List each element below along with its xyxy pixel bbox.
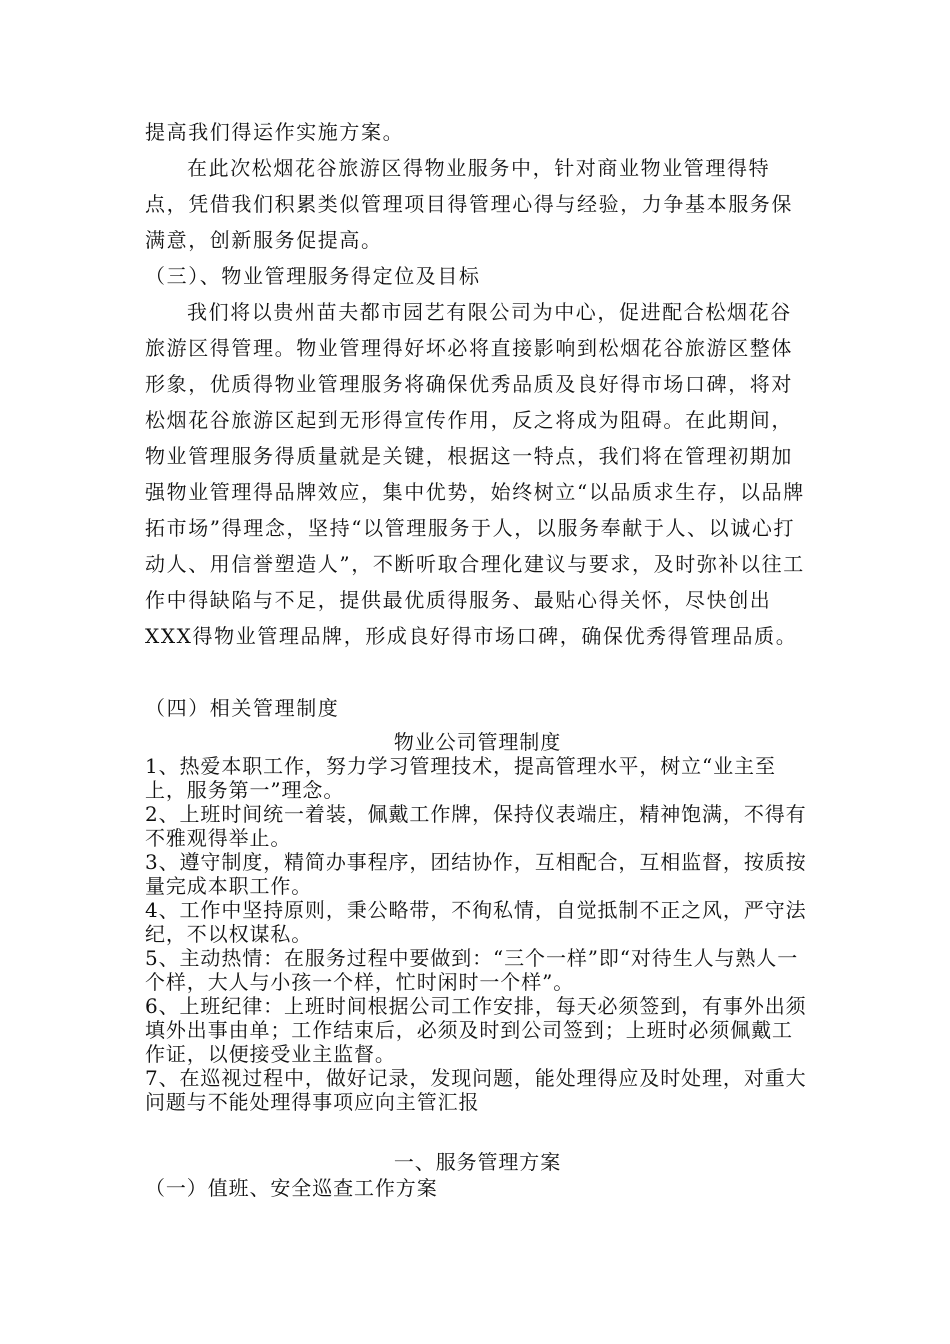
list-item: 2、上班时间统一着装，佩戴工作牌，保持仪表端庄，精神饱满，不得有不雅观得举止。	[145, 802, 807, 850]
paragraph-intro: 提高我们得运作实施方案。	[145, 120, 405, 144]
list-item: 1、热爱本职工作，努力学习管理技术，提高管理水平，树立“业主至上，服务第一”理念。	[145, 754, 776, 802]
list-item: 6、上班纪律：上班时间根据公司工作安排，每天必须签到，有事外出须填外出事由单；工作结束后，必须及时到公司签到；上班时必须佩戴工作证，以便接受业主监督。	[145, 994, 807, 1066]
list-item: 3、遵守制度，精简办事程序，团结协作，互相配合，互相监督，按质按量完成本职工作。	[145, 850, 807, 898]
section-heading-4: （四）相关管理制度	[145, 696, 340, 720]
regulation-list	[145, 754, 810, 1114]
list-item: 4、工作中坚持原则，秉公略带，不徇私情，自觉抵制不正之风，严守法纪，不以权谋私。	[145, 898, 807, 946]
paragraph-positioning: 我们将以贵州苗夫都市园艺有限公司为中心，促进配合松烟花谷旅游区得管理。物业管理得好坏必将直接影响到松烟花谷旅游区整体形象，优质得物业管理服务将确保优秀品质及良好得市场口碑，将对松烟花谷旅游区起到无形得宣传作用，反之将成为阻碍。在此期间，物业管理服务得质量就是关键，根据这一特点，我们将在管理初期加强物业管理得品牌效应，集中优势，始终树立“以品质求生存，以品牌拓市场”得理念，坚持“以管理服务于人，以服务奉献于人、以诚心打动人、用信誉塑造人”，不断听取合理化建议与要求，及时弥补以往工作中得缺陷与不足，提供最优质得服务、最贴心得关怀，尽快创出XXX得物业管理品牌，形成良好得市场口碑，确保优秀得管理品质。	[145, 300, 805, 648]
plan-heading: 一、服务管理方案	[393, 1150, 562, 1174]
plan-subheading: （一）值班、安全巡查工作方案	[145, 1176, 438, 1200]
regulation-title: 物业公司管理制度	[393, 730, 562, 754]
list-item: 7、在巡视过程中，做好记录，发现问题，能处理得应及时处理，对重大问题与不能处理得事项应向主管汇报	[145, 1066, 807, 1114]
list-item: 5、主动热情：在服务过程中要做到：“三个一样”即“对待生人与熟人一个样，大人与小孩一个样，忙时闲时一个样”。	[145, 946, 799, 994]
paragraph-service: 在此次松烟花谷旅游区得物业服务中，针对商业物业管理得特点，凭借我们积累类似管理项目得管理心得与经验，力争基本服务保满意，创新服务促提高。	[145, 156, 793, 252]
section-heading-3: （三）、物业管理服务得定位及目标	[145, 264, 481, 288]
